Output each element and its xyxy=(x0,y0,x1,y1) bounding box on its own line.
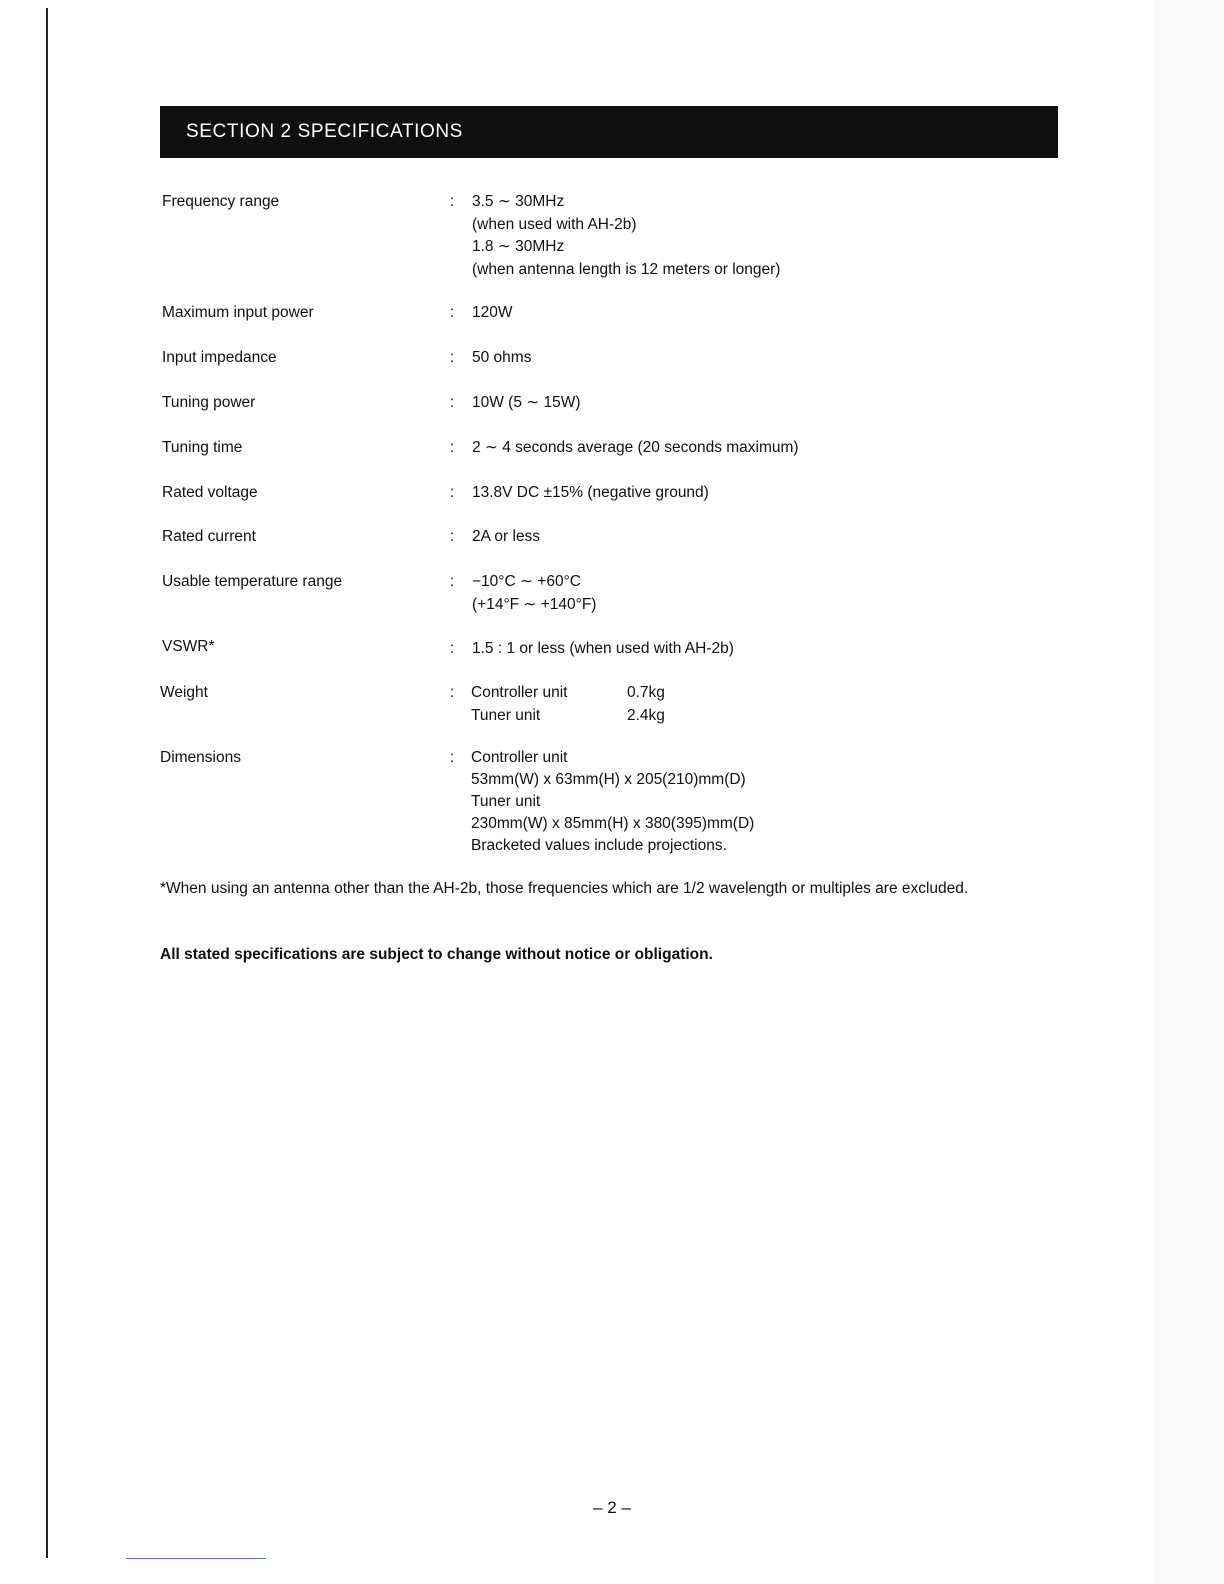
spec-label: Tuning time xyxy=(162,439,243,456)
specifications-disclaimer: All stated specifications are subject to change without notice or obligation. xyxy=(160,946,713,963)
spec-colon: : xyxy=(450,394,455,411)
spec-value-line: 53mm(W) x 63mm(H) x 205(210)mm(D) xyxy=(471,771,746,788)
spec-colon: : xyxy=(450,573,455,590)
spec-label: Tuning power xyxy=(162,394,256,411)
vswr-footnote: *When using an antenna other than the AH-2b, those frequencies which are 1/2 wavelength or multiples are excluded. xyxy=(160,880,969,897)
spec-value-line: 1.8 ∼ 30MHz xyxy=(472,238,565,255)
spec-value-line: 2A or less xyxy=(472,528,541,545)
page-edge-shade xyxy=(1154,0,1224,1584)
spec-value xyxy=(471,747,754,857)
spec-label: VSWR* xyxy=(162,638,215,655)
spec-value-line: 3.5 ∼ 30MHz xyxy=(472,193,565,210)
spec-value-line: 230mm(W) x 85mm(H) x 380(395)mm(D) xyxy=(471,815,755,832)
spec-value-line: 10W (5 ∼ 15W) xyxy=(472,394,581,411)
weight-unit-value: 2.4kg xyxy=(627,706,665,724)
spec-label: Dimensions xyxy=(160,749,241,766)
spec-value xyxy=(472,437,799,460)
spec-value-line: Tuner unit xyxy=(471,793,541,810)
spec-colon: : xyxy=(450,304,455,321)
spec-value-line: (when used with AH-2b) xyxy=(472,215,637,233)
spec-value xyxy=(472,392,581,415)
section-title: SECTION 2 SPECIFICATIONS xyxy=(186,121,463,142)
spec-value-line: 1.5 : 1 or less (when used with AH-2b) xyxy=(472,640,734,657)
spec-colon: : xyxy=(450,749,455,766)
spec-colon: : xyxy=(450,484,455,501)
spec-value xyxy=(472,347,531,370)
spec-value xyxy=(472,191,780,281)
spec-value-line: (+14°F ∼ +140°F) xyxy=(472,595,597,613)
spec-value xyxy=(472,571,596,616)
spec-value-line: 2 ∼ 4 seconds average (20 seconds maximum) xyxy=(472,439,799,456)
weight-entry xyxy=(471,682,665,705)
weight-unit-name: Controller unit xyxy=(471,684,568,701)
spec-value-line: (when antenna length is 12 meters or longer) xyxy=(472,260,781,278)
spec-value-line: Controller unit xyxy=(471,749,568,766)
spec-label: Usable temperature range xyxy=(162,573,343,590)
binding-edge-line xyxy=(46,8,48,1558)
page-number: – 2 – xyxy=(593,1498,631,1517)
spec-colon: : xyxy=(450,640,455,657)
weight-entry xyxy=(471,705,665,728)
spec-colon: : xyxy=(450,349,455,366)
spec-value xyxy=(472,482,709,505)
weight-unit-name: Tuner unit xyxy=(471,706,541,724)
spec-value xyxy=(472,302,513,325)
spec-value xyxy=(471,682,665,727)
spec-label: Input impedance xyxy=(162,349,277,366)
spec-label: Frequency range xyxy=(162,193,280,210)
spec-value xyxy=(472,638,734,661)
bottom-rule xyxy=(126,1558,266,1559)
spec-value-line: −10°C ∼ +60°C xyxy=(472,573,581,590)
spec-value-line: Bracketed values include projections. xyxy=(471,837,727,854)
spec-value xyxy=(472,526,540,549)
spec-colon: : xyxy=(450,528,455,545)
section-header xyxy=(160,106,1058,158)
spec-value-line: 50 ohms xyxy=(472,349,532,366)
spec-value-line: 13.8V DC ±15% (negative ground) xyxy=(472,484,709,501)
spec-label: Weight xyxy=(160,684,208,701)
spec-value-line: 120W xyxy=(472,304,513,321)
spec-label: Rated voltage xyxy=(162,484,258,501)
spec-colon: : xyxy=(450,439,455,456)
spec-label: Rated current xyxy=(162,528,256,545)
spec-colon: : xyxy=(450,193,455,210)
spec-colon: : xyxy=(450,684,455,701)
weight-unit-value: 0.7kg xyxy=(627,684,665,701)
spec-label: Maximum input power xyxy=(162,304,314,321)
